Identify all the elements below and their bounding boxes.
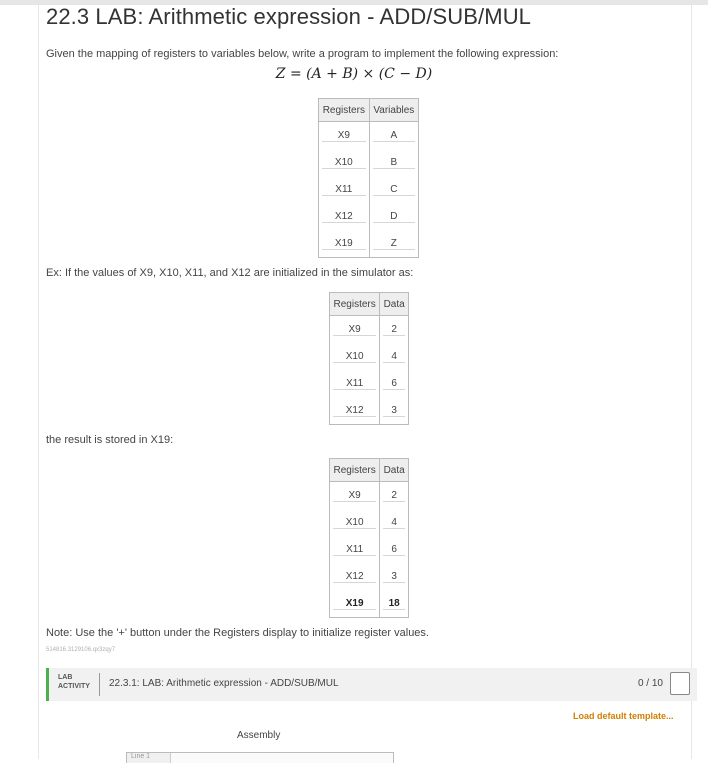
register-cell: X9 <box>333 324 376 336</box>
variable-cell: A <box>373 130 415 142</box>
header-variables: Variables <box>369 99 418 122</box>
result-table <box>329 458 409 618</box>
completion-badge-icon <box>670 672 690 695</box>
note-text: Note: Use the '+' button under the Registers display to initialize register values. <box>46 627 429 639</box>
table-row <box>330 397 409 425</box>
load-default-template-link[interactable]: Load default template... <box>573 711 674 721</box>
header-registers: Registers <box>319 99 370 122</box>
data-cell: 2 <box>383 490 405 502</box>
mapping-table <box>318 98 419 258</box>
register-cell: X9 <box>322 130 366 142</box>
lab-tag-line1: LAB <box>58 674 73 681</box>
page-title: 22.3 LAB: Arithmetic expression - ADD/SUB/MUL <box>46 4 532 29</box>
table-row <box>319 122 419 150</box>
table-row <box>330 316 409 344</box>
register-cell: X11 <box>322 184 366 196</box>
data-cell: 3 <box>383 571 405 583</box>
register-cell: X11 <box>333 378 376 390</box>
register-cell: X12 <box>333 405 376 417</box>
code-editor[interactable] <box>126 752 394 763</box>
register-cell: X19 <box>333 598 376 610</box>
score: 0 / 10 <box>637 678 663 689</box>
table-row <box>330 509 409 536</box>
variable-cell: D <box>373 211 415 223</box>
table-row <box>330 482 409 510</box>
register-cell: X11 <box>333 544 376 556</box>
result-text: the result is stored in X19: <box>46 434 174 446</box>
table-row <box>319 176 419 203</box>
table-row-result <box>330 590 409 618</box>
table-row <box>319 230 419 258</box>
data-cell: 2 <box>383 324 405 336</box>
table-row <box>330 343 409 370</box>
register-cell: X10 <box>322 157 366 169</box>
table-row <box>330 563 409 590</box>
lab-title: 22.3.1: LAB: Arithmetic expression - ADD/SUB/MUL <box>109 678 339 689</box>
header-registers: Registers <box>330 459 380 482</box>
line-number-gutter: Line 1 <box>127 753 171 763</box>
register-cell: X12 <box>333 571 376 583</box>
table-row <box>319 203 419 230</box>
data-cell: 4 <box>383 517 405 529</box>
assembly-label: Assembly <box>237 730 281 741</box>
variable-cell: B <box>373 157 415 169</box>
data-cell: 6 <box>383 544 405 556</box>
header-data: Data <box>380 293 409 316</box>
activity-id: 514816.3129106.qx3zqy7 <box>46 647 116 653</box>
register-cell: X12 <box>322 211 366 223</box>
table-row <box>319 149 419 176</box>
data-cell: 4 <box>383 351 405 363</box>
data-cell: 18 <box>383 598 405 610</box>
lab-activity-bar <box>46 668 697 701</box>
divider <box>99 673 100 696</box>
register-cell: X10 <box>333 351 376 363</box>
table-row <box>330 370 409 397</box>
header-data: Data <box>380 459 409 482</box>
register-cell: X9 <box>333 490 376 502</box>
data-cell: 6 <box>383 378 405 390</box>
example-text: Ex: If the values of X9, X10, X11, and X12 are initialized in the simulator as: <box>46 267 414 279</box>
header-registers: Registers <box>330 293 380 316</box>
variable-cell: Z <box>373 238 415 250</box>
table-row <box>330 536 409 563</box>
register-cell: X10 <box>333 517 376 529</box>
register-cell: X19 <box>322 238 366 250</box>
variable-cell: C <box>373 184 415 196</box>
lab-activity-tag <box>58 673 90 691</box>
init-table <box>329 292 409 425</box>
data-cell: 3 <box>383 405 405 417</box>
intro-text: Given the mapping of registers to variables below, write a program to implement the following expression: <box>46 48 559 60</box>
lab-tag-line2: ACTIVITY <box>58 683 90 690</box>
formula: Z = (A + B) × (C − D) <box>275 66 433 82</box>
